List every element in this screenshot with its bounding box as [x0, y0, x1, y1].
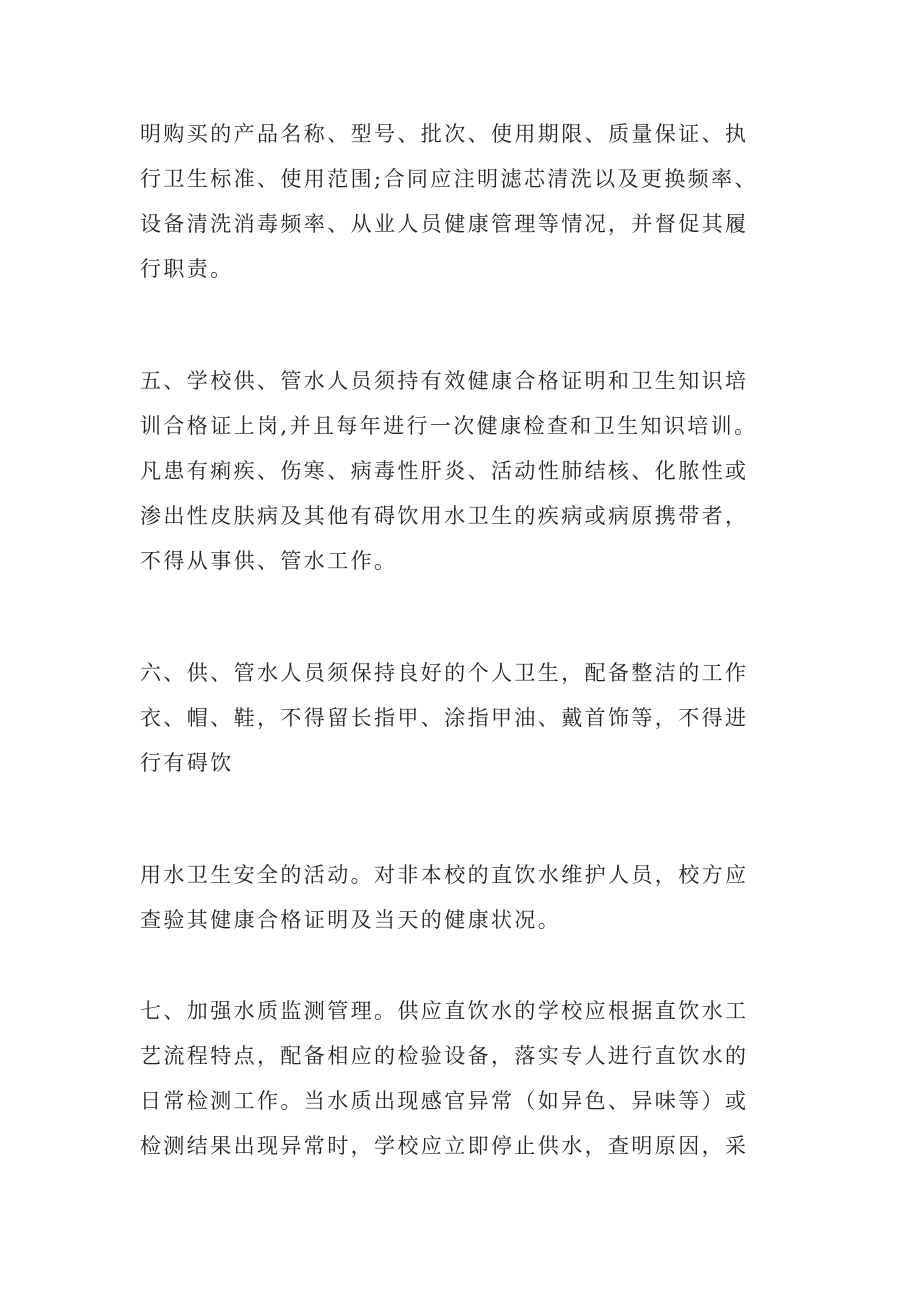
- text-line: 设备清洗消毒频率、从业人员健康管理等情况，并督促其履: [140, 212, 749, 236]
- text-line: 检测结果出现异常时，学校应立即停止供水，查明原因，采: [140, 1134, 749, 1158]
- text-line: 渗出性皮肤病及其他有碍饮用水卫生的疾病或病原携带者，: [140, 504, 749, 528]
- text-line: 训合格证上岗,并且每年进行一次健康检查和卫生知识培训。: [140, 414, 758, 438]
- text-line: 五、学校供、管水人员须持有效健康合格证明和卫生知识培: [140, 369, 749, 393]
- text-line: 不得从事供、管水工作。: [140, 549, 398, 573]
- text-line: 行职责。: [140, 257, 234, 281]
- text-line: 明购买的产品名称、型号、批次、使用期限、质量保证、执: [140, 122, 749, 146]
- text-line: 查验其健康合格证明及当天的健康状况。: [140, 908, 562, 932]
- text-line: 行卫生标准、使用范围;合同应注明滤芯清洗以及更换频率、: [140, 167, 758, 191]
- paragraph-section-seven: [140, 989, 800, 1169]
- paragraph-section-six-continued: [140, 853, 800, 943]
- text-line: 凡患有痢疾、伤寒、病毒性肝炎、活动性肺结核、化脓性或: [140, 459, 749, 483]
- text-line: 艺流程特点，配备相应的检验设备，落实专人进行直饮水的: [140, 1044, 749, 1068]
- text-line: 六、供、管水人员须保持良好的个人卫生，配备整洁的工作: [140, 661, 749, 685]
- paragraph-section-five: [140, 359, 800, 584]
- paragraph-contract-terms: [140, 112, 800, 292]
- text-line: 七、加强水质监测管理。供应直饮水的学校应根据直饮水工: [140, 999, 749, 1023]
- text-line: 行有碍饮: [140, 751, 234, 775]
- text-line: 用水卫生安全的活动。对非本校的直饮水维护人员，校方应: [140, 863, 749, 887]
- paragraph-section-six: [140, 651, 800, 786]
- text-line: 衣、帽、鞋，不得留长指甲、涂指甲油、戴首饰等，不得进: [140, 706, 749, 730]
- text-line: 日常检测工作。当水质出现感官异常（如异色、异味等）或: [140, 1089, 749, 1113]
